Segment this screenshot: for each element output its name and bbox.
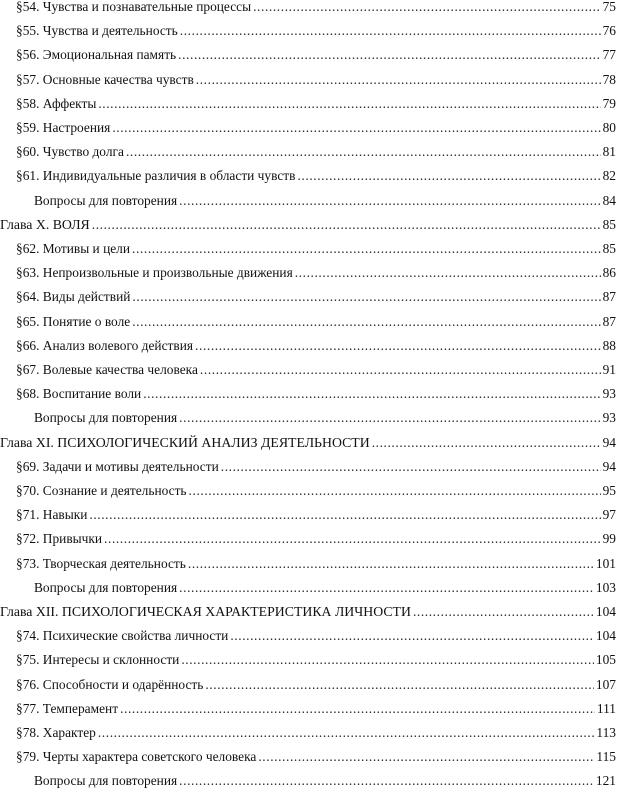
toc-entry-title: Глава XI. ПСИХОЛОГИЧЕСКИЙ АНАЛИЗ ДЕЯТЕЛЬНОСТИ <box>0 434 370 450</box>
dot-leader <box>143 384 600 404</box>
toc-page-number: 101 <box>595 555 616 571</box>
toc-review-row[interactable] <box>0 408 620 428</box>
dot-leader <box>221 457 601 477</box>
toc-section-row[interactable] <box>0 675 620 695</box>
toc-entry-title: §76. Способности и одарённость <box>16 676 204 692</box>
dot-leader <box>92 215 601 235</box>
toc-page-number: 87 <box>602 289 616 305</box>
toc-section-row[interactable] <box>0 21 620 41</box>
dot-leader <box>200 360 601 380</box>
dot-leader <box>104 529 601 549</box>
toc-section-row[interactable] <box>0 699 620 719</box>
toc-entry-title: §79. Черты характера советского человека <box>16 749 257 765</box>
toc-section-row[interactable] <box>0 481 620 501</box>
toc-page-number: 84 <box>602 192 616 208</box>
toc-section-row[interactable] <box>0 166 620 186</box>
toc-section-row[interactable] <box>0 505 620 525</box>
toc-section-row[interactable] <box>0 747 620 767</box>
toc-entry-title: §65. Понятие о воле <box>16 313 131 329</box>
toc-section-row[interactable] <box>0 263 620 283</box>
toc-entry-title: §64. Виды действий <box>16 289 131 305</box>
toc-page-number: 99 <box>602 531 616 547</box>
toc-entry-title: §78. Характер <box>16 725 96 740</box>
toc-section-row[interactable] <box>0 457 620 477</box>
toc-page-number: 93 <box>602 386 616 402</box>
dot-leader <box>181 650 594 670</box>
toc-page-number: 78 <box>602 71 616 87</box>
dot-leader <box>230 626 594 646</box>
toc-entry-title: §68. Воспитание воли <box>16 386 142 402</box>
toc-page-number: 104 <box>595 628 616 644</box>
dot-leader <box>297 166 600 186</box>
dot-leader <box>188 554 594 574</box>
toc-entry-title: §67. Волевые качества человека <box>16 362 198 377</box>
dot-leader <box>413 602 594 622</box>
toc-page-number: 86 <box>602 265 616 281</box>
toc-entry-title: §71. Навыки <box>16 507 88 523</box>
toc-section-row[interactable] <box>0 384 620 404</box>
toc-entry-title: §56. Эмоциональная память <box>16 47 177 63</box>
toc-entry-title: Вопросы для повторения <box>34 410 178 426</box>
toc-entry-title: §75. Интересы и склонности <box>16 652 180 668</box>
toc-section-row[interactable] <box>0 142 620 162</box>
toc-entry-title: §72. Привычки <box>16 531 103 547</box>
toc-page-number: 115 <box>596 749 616 765</box>
toc-chapter-row[interactable] <box>0 602 620 622</box>
toc-page-number: 111 <box>596 700 616 716</box>
toc-section-row[interactable] <box>0 723 620 743</box>
toc-section-row[interactable] <box>0 554 620 574</box>
dot-leader <box>195 336 601 356</box>
toc-page-number: 91 <box>602 362 616 377</box>
toc-page-number: 105 <box>595 652 616 668</box>
toc-entry-title: §61. Индивидуальные различия в области чувств <box>16 168 296 184</box>
toc-section-row[interactable] <box>0 94 620 114</box>
toc-entry-title: Вопросы для повторения <box>34 192 178 208</box>
toc-entry-title: Вопросы для повторения <box>34 579 178 595</box>
toc-page-number: 80 <box>602 120 616 135</box>
toc-page-number: 75 <box>602 0 616 14</box>
toc-section-row[interactable] <box>0 336 620 356</box>
toc-entry-title: §62. Мотивы и цели <box>16 241 131 256</box>
dot-leader <box>253 0 601 17</box>
dot-leader <box>258 747 594 767</box>
toc-section-row[interactable] <box>0 45 620 65</box>
toc-page-number: 97 <box>602 507 616 523</box>
dot-leader <box>112 118 600 138</box>
dot-leader <box>372 433 601 453</box>
dot-leader <box>98 723 595 743</box>
toc-entry-title: §74. Психические свойства личности <box>16 628 229 644</box>
toc-entry-title: §66. Анализ волевого действия <box>16 337 194 353</box>
toc-entry-title: §54. Чувства и познавательные процессы <box>16 0 252 14</box>
toc-section-row[interactable] <box>0 70 620 90</box>
toc-chapter-row[interactable] <box>0 215 620 235</box>
dot-leader <box>189 481 601 501</box>
toc-entry-title: §55. Чувства и деятельность <box>16 23 178 39</box>
dot-leader <box>132 287 600 307</box>
dot-leader <box>132 312 600 332</box>
dot-leader <box>89 505 600 525</box>
toc-page-number: 107 <box>595 676 616 692</box>
toc-section-row[interactable] <box>0 287 620 307</box>
dot-leader <box>178 45 600 65</box>
toc-chapter-row[interactable] <box>0 433 620 453</box>
toc-entry-title: Глава X. ВОЛЯ <box>0 216 90 232</box>
toc-entry-title: §60. Чувство долга <box>16 144 124 160</box>
dot-leader <box>179 191 600 211</box>
toc-page-number: 121 <box>595 773 616 789</box>
toc-page-number: 103 <box>595 579 616 595</box>
toc-review-row[interactable] <box>0 191 620 211</box>
toc-section-row[interactable] <box>0 360 620 380</box>
dot-leader <box>179 408 600 428</box>
dot-leader <box>179 578 594 598</box>
toc-section-row[interactable] <box>0 626 620 646</box>
toc-page-number: 82 <box>602 168 616 184</box>
toc-entry-title: §63. Непроизвольные и произвольные движения <box>16 265 293 281</box>
toc-page-number: 81 <box>602 144 616 160</box>
toc-section-row[interactable] <box>0 118 620 138</box>
toc-page-number: 88 <box>602 337 616 353</box>
toc-page-number: 94 <box>602 434 616 450</box>
toc-page-number: 85 <box>602 241 616 256</box>
toc-section-row[interactable] <box>0 650 620 670</box>
toc-entry-title: §58. Аффекты <box>16 95 97 111</box>
toc-entry-title: §57. Основные качества чувств <box>16 71 194 87</box>
dot-leader <box>126 142 601 162</box>
toc-entry-title: §59. Настроения <box>16 120 111 135</box>
toc-page-number: 95 <box>602 483 616 498</box>
dot-leader <box>180 21 601 41</box>
toc-section-row[interactable] <box>0 0 620 17</box>
toc-page-number: 94 <box>602 458 616 474</box>
dot-leader <box>179 771 594 791</box>
toc-entry-title: §77. Темперамент <box>16 700 119 716</box>
toc-entry-title: §70. Сознание и деятельность <box>16 483 187 498</box>
toc-page-number: 77 <box>602 47 616 63</box>
dot-leader <box>295 263 601 283</box>
toc-entry-title: Вопросы для повторения <box>34 773 178 789</box>
dot-leader <box>196 70 601 90</box>
toc-section-row[interactable] <box>0 312 620 332</box>
toc-page-number: 87 <box>602 313 616 329</box>
dot-leader <box>205 675 594 695</box>
toc-review-row[interactable] <box>0 578 620 598</box>
toc-page-number: 113 <box>596 725 616 740</box>
toc-page-number: 76 <box>602 23 616 39</box>
toc-entry-title: §73. Творческая деятельность <box>16 555 186 571</box>
toc-section-row[interactable] <box>0 529 620 549</box>
dot-leader <box>132 239 601 259</box>
toc-section-row[interactable] <box>0 239 620 259</box>
toc-entry-title: §69. Задачи и мотивы деятельности <box>16 458 219 474</box>
toc-review-row[interactable] <box>0 771 620 791</box>
toc-page-number: 85 <box>602 216 616 232</box>
toc-page-number: 79 <box>602 95 616 111</box>
dot-leader <box>98 94 600 114</box>
toc-page-number: 104 <box>595 604 616 619</box>
toc-entry-title: Глава XII. ПСИХОЛОГИЧЕСКАЯ ХАРАКТЕРИСТИКА ЛИЧНОСТИ <box>0 604 411 619</box>
dot-leader <box>120 699 595 719</box>
toc-page-number: 93 <box>602 410 616 426</box>
